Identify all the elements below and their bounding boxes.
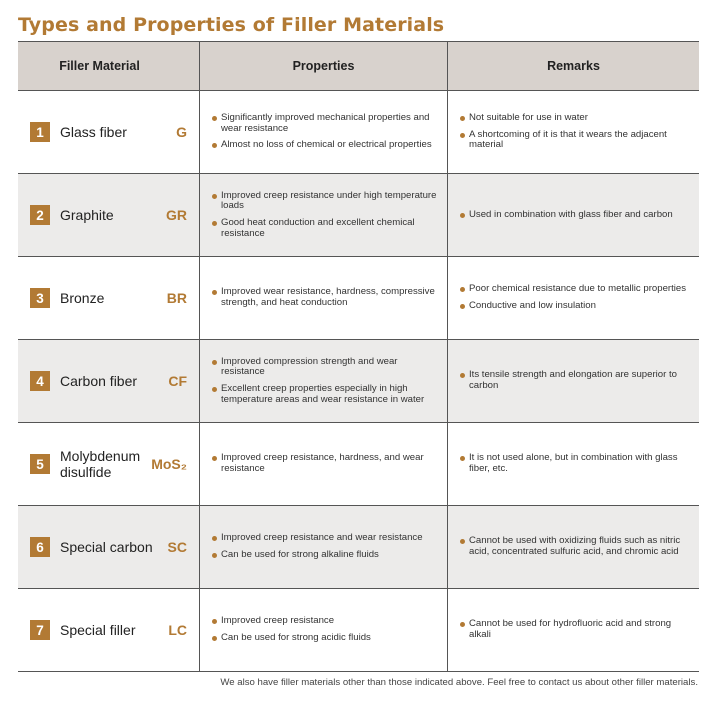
material-name: Molybdenum disulfide <box>60 448 141 480</box>
remarks-cell <box>448 506 699 588</box>
material-name: Glass fiber <box>60 124 127 140</box>
properties-cell <box>199 257 448 339</box>
table-row <box>18 174 699 257</box>
remarks-list <box>448 619 699 640</box>
page-title: Types and Properties of Filler Materials <box>18 14 445 36</box>
remark-item: Poor chemical resistance due to metallic properties <box>460 284 686 295</box>
filler-material-cell <box>18 174 199 256</box>
property-item: Can be used for strong acidic fluids <box>212 633 371 644</box>
remark-item: Cannot be used for hydrofluoric acid and strong alkali <box>460 619 689 640</box>
remarks-list <box>448 536 699 557</box>
material-name: Carbon fiber <box>60 373 138 389</box>
remark-item: Cannot be used with oxidizing fluids such as nitric acid, concentrated sulfuric acid, and chromic acid <box>460 536 689 557</box>
remark-item: Not suitable for use in water <box>460 113 689 124</box>
property-item: Improved creep resistance <box>212 616 371 627</box>
material-name: Special filler <box>60 622 136 638</box>
property-item: Improved compression strength and wear resistance <box>212 357 437 378</box>
remark-item: It is not used alone, but in combination with glass fiber, etc. <box>460 453 689 474</box>
row-number-badge: 6 <box>30 537 50 557</box>
properties-list <box>200 113 447 151</box>
properties-cell <box>199 423 448 505</box>
property-item: Improved wear resistance, hardness, compressive strength, and heat conduction <box>212 287 437 308</box>
properties-cell <box>199 340 448 422</box>
header-properties: Properties <box>199 42 448 90</box>
material-code: LC <box>168 622 187 638</box>
remark-item: A shortcoming of it is that it wears the adjacent material <box>460 130 689 151</box>
properties-cell <box>199 91 448 173</box>
filler-materials-table <box>18 41 699 672</box>
filler-material-cell <box>18 340 199 422</box>
remarks-cell <box>448 174 699 256</box>
property-item: Significantly improved mechanical properties and wear resistance <box>212 113 437 134</box>
property-item: Improved creep resistance, hardness, and wear resistance <box>212 453 437 474</box>
header-filler-material: Filler Material <box>59 59 140 73</box>
row-number-badge: 3 <box>30 288 50 308</box>
filler-material-cell <box>18 257 199 339</box>
material-name: Special carbon <box>60 539 153 555</box>
material-code: BR <box>166 290 187 306</box>
remarks-cell <box>448 91 699 173</box>
property-item: Improved creep resistance and wear resistance <box>212 533 423 544</box>
material-code: G <box>176 124 187 140</box>
properties-cell <box>199 589 448 671</box>
table-row <box>18 257 699 340</box>
filler-material-cell <box>18 423 199 505</box>
material-name: Graphite <box>60 207 114 223</box>
properties-list <box>200 533 433 560</box>
table-row <box>18 423 699 506</box>
remarks-list <box>448 453 699 474</box>
remark-item: Used in combination with glass fiber and carbon <box>460 210 673 221</box>
remark-item: Its tensile strength and elongation are superior to carbon <box>460 370 689 391</box>
remark-item: Conductive and low insulation <box>460 301 686 312</box>
properties-cell <box>199 506 448 588</box>
properties-cell <box>199 174 448 256</box>
property-item: Good heat conduction and excellent chemical resistance <box>212 218 437 239</box>
property-item: Excellent creep properties especially in high temperature areas and wear resistance in water <box>212 384 437 405</box>
properties-list <box>200 616 381 643</box>
remarks-list <box>448 113 699 151</box>
remarks-list <box>448 284 696 311</box>
row-number-badge: 5 <box>30 454 50 474</box>
property-item: Almost no loss of chemical or electrical properties <box>212 140 437 151</box>
filler-material-cell <box>18 506 199 588</box>
filler-material-cell <box>18 589 199 671</box>
material-name: Bronze <box>60 290 105 306</box>
properties-list <box>200 357 447 405</box>
remarks-list <box>448 370 699 391</box>
table-row <box>18 91 699 174</box>
properties-list <box>200 191 447 239</box>
header-remarks: Remarks <box>547 59 600 73</box>
table-header-row <box>18 42 699 91</box>
row-number-badge: 1 <box>30 122 50 142</box>
row-number-badge: 2 <box>30 205 50 225</box>
property-item: Improved creep resistance under high temperature loads <box>212 191 437 212</box>
material-code: MoS₂ <box>151 456 187 472</box>
material-code: GR <box>166 207 187 223</box>
footnote: We also have filler materials other than those indicated above. Feel free to contact us about other filler materials. <box>220 677 698 688</box>
table-row <box>18 340 699 423</box>
filler-material-cell <box>18 91 199 173</box>
material-code: SC <box>167 539 187 555</box>
remarks-cell <box>448 340 699 422</box>
table-row <box>18 506 699 589</box>
remarks-cell <box>448 423 699 505</box>
remarks-cell <box>448 589 699 671</box>
material-code: CF <box>168 373 187 389</box>
row-number-badge: 4 <box>30 371 50 391</box>
table-row <box>18 589 699 672</box>
properties-list <box>200 453 447 474</box>
properties-list <box>200 287 447 308</box>
remarks-list <box>448 210 683 221</box>
row-number-badge: 7 <box>30 620 50 640</box>
remarks-cell <box>448 257 699 339</box>
property-item: Can be used for strong alkaline fluids <box>212 550 423 561</box>
